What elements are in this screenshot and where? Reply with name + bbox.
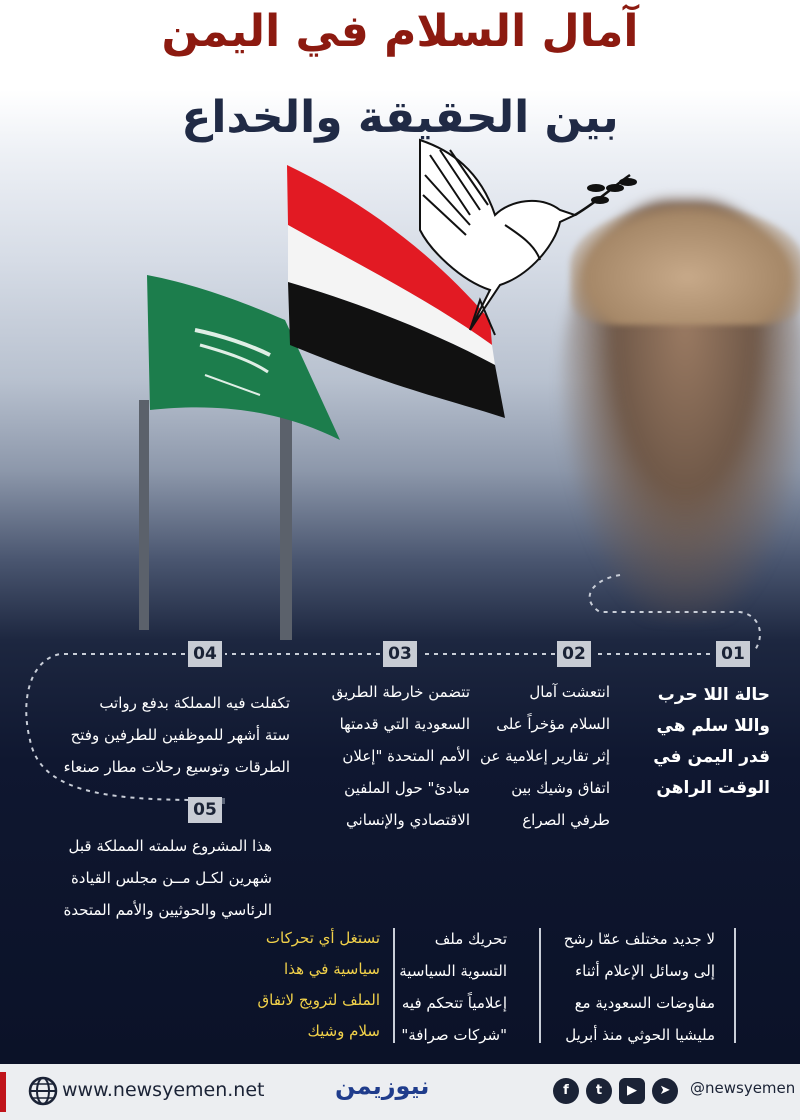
step-05-text bbox=[12, 830, 272, 926]
step-badge-01: 01 bbox=[716, 641, 750, 667]
bottom-col-1-line: مفاوضات السعودية مع bbox=[574, 994, 715, 1012]
step-01-line: الوقت الراهن bbox=[656, 778, 770, 798]
step-badge-04: 04 bbox=[188, 641, 222, 667]
bottom-col-1-line: مليشيا الحوثي منذ أبريل bbox=[565, 1026, 715, 1044]
title-line-1: آمال السلام في اليمن bbox=[161, 6, 639, 57]
step-01-line: حالة اللا حرب bbox=[657, 685, 770, 705]
step-03-line: مبادئ" حول الملفين bbox=[344, 779, 470, 797]
bottom-col-2-line: إعلامياً تتحكم فيه bbox=[401, 994, 507, 1012]
step-02-line: انتعشت آمال bbox=[529, 683, 610, 701]
bottom-col-3-line: سلام وشيك bbox=[307, 1022, 380, 1040]
divider-col-3 bbox=[393, 928, 395, 1043]
step-01-line: واللا سلم هي bbox=[656, 716, 770, 736]
saudi-flag-pole bbox=[139, 400, 149, 630]
step-badge-03: 03 bbox=[383, 641, 417, 667]
globe-icon bbox=[28, 1076, 58, 1106]
step-03-line: الأمم المتحدة "إعلان bbox=[342, 747, 470, 765]
step-badge-02: 02 bbox=[557, 641, 591, 667]
facebook-icon[interactable]: f bbox=[553, 1078, 579, 1104]
step-02-line: اتفاق وشيك بين bbox=[511, 779, 610, 797]
step-03-line: تتضمن خارطة الطريق bbox=[331, 683, 470, 701]
bottom-col-3-line: سياسية في هذا bbox=[284, 960, 380, 978]
step-04-text bbox=[10, 687, 290, 783]
bottom-col-1-line: لا جديد مختلف عمّا رشح bbox=[563, 930, 715, 948]
step-01-text bbox=[630, 680, 770, 804]
step-01-line: قدر اليمن في bbox=[653, 747, 770, 767]
step-02-line: طرفي الصراع bbox=[522, 811, 610, 829]
footer-red-accent bbox=[0, 1072, 6, 1112]
step-04-line: ستة أشهر للموظفين للطرفين وفتح bbox=[70, 726, 290, 744]
social-handle: @newsyemen bbox=[690, 1079, 796, 1097]
step-04-line: الطرقات وتوسيع رحلات مطار صنعاء bbox=[63, 758, 290, 776]
step-02-line: إثر تقارير إعلامية عن bbox=[480, 747, 610, 765]
step-03-line: السعودية التي قدمتها bbox=[339, 715, 470, 733]
bottom-col-2-line: التسوية السياسية bbox=[399, 962, 507, 980]
step-badge-05: 05 bbox=[188, 797, 222, 823]
bottom-col-3-line: تستغل أي تحركات bbox=[265, 929, 380, 947]
bottom-col-1-line: إلى وسائل الإعلام أثناء bbox=[575, 962, 715, 980]
bottom-col-3-line: الملف لترويج لاتفاق bbox=[257, 991, 380, 1009]
twitter-icon[interactable]: t bbox=[586, 1078, 612, 1104]
telegram-icon[interactable]: ➤ bbox=[652, 1078, 678, 1104]
website-link[interactable]: www.newsyemen.net bbox=[62, 1079, 265, 1101]
bottom-col-2-line: "شركات صرافة" bbox=[401, 1026, 507, 1044]
brand-logo: نيوزيمن bbox=[335, 1072, 430, 1100]
bottom-col-3 bbox=[230, 923, 380, 1047]
step-05-line: الرئاسي والحوثيين والأمم المتحدة bbox=[63, 901, 272, 919]
step-02-line: السلام مؤخراً على bbox=[496, 715, 610, 733]
step-05-line: شهرين لكـل مــن مجلس القيادة bbox=[70, 869, 272, 887]
step-04-line: تكفلت فيه المملكة بدفع رواتب bbox=[99, 694, 290, 712]
divider-col-2 bbox=[539, 928, 541, 1043]
step-03-line: الاقتصادي والإنساني bbox=[346, 811, 470, 829]
step-05-line: هذا المشروع سلمته المملكة قبل bbox=[68, 837, 272, 855]
footer-bar bbox=[0, 1064, 800, 1120]
youtube-icon[interactable]: ▶ bbox=[619, 1078, 645, 1104]
bottom-col-2-line: تحريك ملف bbox=[434, 930, 507, 948]
step-03-text bbox=[280, 676, 470, 836]
bottom-col-1 bbox=[515, 923, 715, 1051]
divider-col-1 bbox=[734, 928, 736, 1043]
title-line-2: بين الحقيقة والخداع bbox=[181, 92, 619, 143]
